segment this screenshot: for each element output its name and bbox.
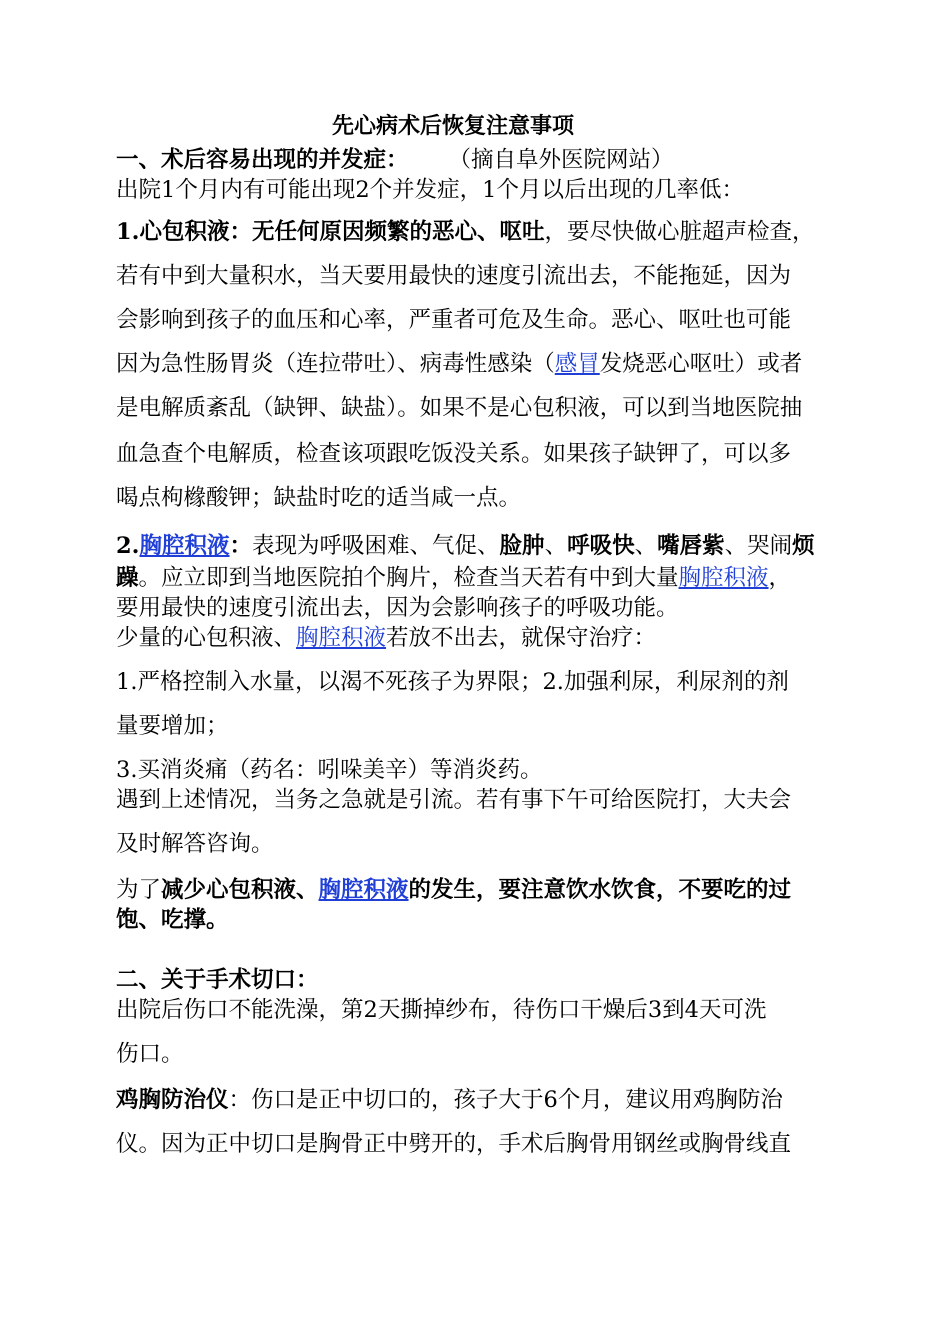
section1-heading: 一、术后容易出现的并发症：	[116, 147, 409, 173]
device-text: ：伤口是正中切口的，孩子大于6个月，建议用鸡胸防治	[228, 1087, 783, 1113]
reduce-text-b: 减少心包积液、	[161, 877, 319, 903]
item1-line2: 若有中到大量积水，当天要用最快的速度引流出去，不能拖延，因为	[116, 263, 792, 289]
section1-intro: 出院1个月内有可能出现2个并发症，1个月以后出现的几率低：	[116, 177, 744, 203]
item2-line2-text-a: 。应立即到当地医院拍个胸片，检查当天若有中到大量	[138, 565, 679, 591]
reduce-line2: 饱、吃撑。	[116, 907, 229, 933]
reduce-text-a: 为了	[116, 877, 162, 903]
treatment-line2: 量要增加；	[116, 713, 229, 739]
item2-emph-2: 呼吸快	[567, 533, 635, 559]
section2-heading: 二、关于手术切口：	[116, 967, 319, 993]
item2-line2-emph: 躁	[116, 565, 139, 591]
item1-colon: ：无	[229, 219, 275, 245]
item2-number: 2.	[116, 533, 140, 559]
item1-line5: 是电解质紊乱（缺钾、缺盐）。如果不是心包积液，可以到当地医院抽	[116, 395, 803, 421]
reduce-text-c: 的发生，要注意饮水饮食，不要吃的过	[408, 877, 792, 903]
link-pleural-effusion-4[interactable]: 胸腔积液	[318, 877, 409, 903]
item2-colon: ：	[229, 533, 253, 559]
urgent-line2: 及时解答咨询。	[116, 831, 274, 857]
item1-line6: 血急查个电解质，检查该项跟吃饭没关系。如果孩子缺钾了，可以多	[116, 441, 792, 467]
item1-number: 1.	[116, 219, 140, 245]
item2-line2	[116, 564, 791, 592]
item1-line4	[116, 350, 802, 378]
section1-heading-line	[116, 146, 674, 174]
urgent-line1: 遇到上述情况，当务之急就是引流。若有事下午可给医院打，大夫会	[116, 787, 792, 813]
small-effusion-text-a: 少量的心包积液、	[116, 625, 297, 651]
item2-emph-4: 烦	[792, 533, 815, 559]
page-title: 先心病术后恢复注意事项	[332, 113, 575, 139]
treatment-line3: 3.买消炎痛（药名：吲哚美辛）等消炎药。	[116, 757, 543, 783]
link-pleural-effusion-3[interactable]: 胸腔积液	[296, 625, 387, 651]
reduce-line1	[116, 876, 791, 904]
device-line2: 仪。因为正中切口是胸骨正中劈开的，手术后胸骨用钢丝或胸骨线直	[116, 1131, 792, 1157]
item1-line3: 会影响到孩子的血压和心率，严重者可危及生命。恶心、呕吐也可能	[116, 307, 792, 333]
item2-line1	[116, 532, 815, 560]
small-effusion-text-b: 若放不出去，就保守治疗：	[386, 625, 657, 651]
item2-emph-3: 嘴唇紫	[657, 533, 725, 559]
source-note: （摘自阜外医院网站）	[448, 147, 674, 173]
device-term: 鸡胸防治仪	[116, 1087, 229, 1113]
link-pleural-effusion-2[interactable]: 胸腔积液	[678, 565, 769, 591]
device-line1	[116, 1086, 783, 1114]
item2-text-4: 、哭闹	[724, 533, 793, 559]
small-effusion-line	[116, 624, 656, 652]
link-pleural-effusion-1[interactable]: 胸腔积液	[139, 533, 230, 559]
item1-line7: 喝点枸橼酸钾；缺盐时吃的适当咸一点。	[116, 485, 522, 511]
item2-line3: 要用最快的速度引流出去，因为会影响孩子的呼吸功能。	[116, 595, 679, 621]
item1-line4-text-b: 发烧恶心呕吐）或者	[599, 351, 803, 377]
link-cold[interactable]: 感冒	[554, 351, 600, 377]
item2-emph-1: 脸肿	[499, 533, 545, 559]
wound-line2: 伤口。	[116, 1041, 184, 1067]
item1-text: ，要尽快做心脏超声检查，	[544, 219, 815, 245]
item2-text-1: 表现为呼吸困难、气促、	[252, 533, 500, 559]
item2-line2-text-b: ，	[768, 565, 792, 591]
item1-term: 心包积液	[139, 219, 230, 245]
item2-text-2: 、	[544, 533, 568, 559]
item1-line1	[116, 218, 815, 246]
item1-line4-text-a: 因为急性肠胃炎（连拉带吐）、病毒性感染（	[116, 351, 555, 377]
treatment-line1: 1.严格控制入水量，以渴不死孩子为界限；2.加强利尿，利尿剂的剂	[116, 669, 789, 695]
wound-line1: 出院后伤口不能洗澡，第2天撕掉纱布，待伤口干燥后3到4天可洗	[116, 997, 767, 1023]
item2-text-3: 、	[634, 533, 658, 559]
item1-emphasis: 任何原因频繁的恶心、呕吐	[274, 219, 545, 245]
